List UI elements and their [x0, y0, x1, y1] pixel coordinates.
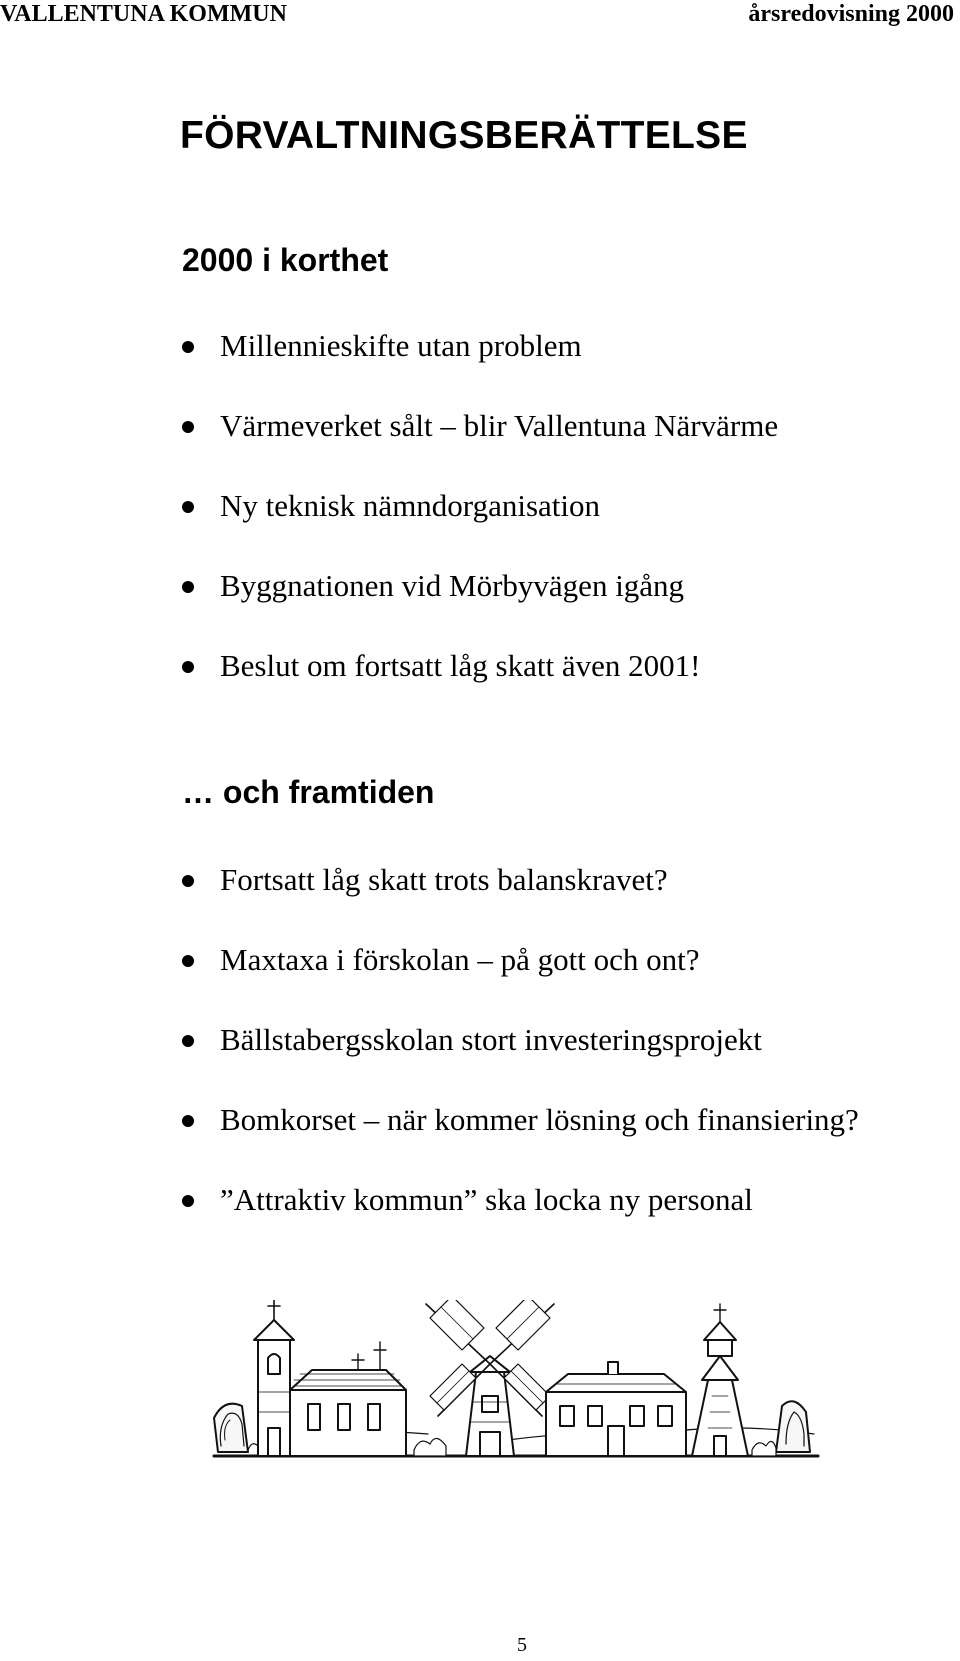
list-item-text: Bällstabergsskolan stort investeringsprojekt	[220, 1022, 762, 1057]
header-organization: VALLENTUNA KOMMUN	[0, 1, 287, 27]
bullet-icon	[182, 341, 194, 353]
list-item-text: ”Attraktiv kommun” ska locka ny personal	[220, 1182, 753, 1217]
header-document: årsredovisning 2000	[748, 1, 954, 27]
bullet-icon	[182, 875, 194, 887]
list-item-text: Bomkorset – när kommer lösning och finansiering?	[220, 1102, 859, 1137]
rune-stone-icon	[776, 1401, 810, 1452]
bullet-icon	[182, 661, 194, 673]
bullet-icon	[182, 955, 194, 967]
bullet-icon	[182, 581, 194, 593]
list-item-text: Maxtaxa i förskolan – på gott och ont?	[220, 942, 700, 977]
farmhouse-icon	[546, 1362, 686, 1456]
church-icon	[254, 1300, 406, 1456]
list-item-text: Ny teknisk nämndorganisation	[220, 488, 600, 523]
windmill-icon	[426, 1300, 554, 1456]
section-heading-future: … och framtiden	[182, 774, 435, 810]
bullet-icon	[182, 1115, 194, 1127]
list-item-text: Fortsatt låg skatt trots balanskravet?	[220, 862, 668, 897]
list-item-text: Millennieskifte utan problem	[220, 328, 582, 363]
bullet-icon	[182, 421, 194, 433]
page-title: FÖRVALTNINGSBERÄTTELSE	[180, 114, 748, 157]
rune-stone-icon	[214, 1404, 248, 1452]
bullet-icon	[182, 1035, 194, 1047]
list-item-text: Värmeverket sålt – blir Vallentuna Närvärme	[220, 408, 779, 443]
bell-tower-icon	[692, 1304, 748, 1456]
bullet-icon	[182, 1195, 194, 1207]
village-illustration	[208, 1300, 824, 1470]
section-heading-summary: 2000 i korthet	[182, 242, 389, 278]
page-number: 5	[517, 1634, 527, 1656]
list-item-text: Byggnationen vid Mörbyvägen igång	[220, 568, 685, 603]
list-item-text: Beslut om fortsatt låg skatt även 2001!	[220, 648, 701, 683]
bullet-icon	[182, 501, 194, 513]
